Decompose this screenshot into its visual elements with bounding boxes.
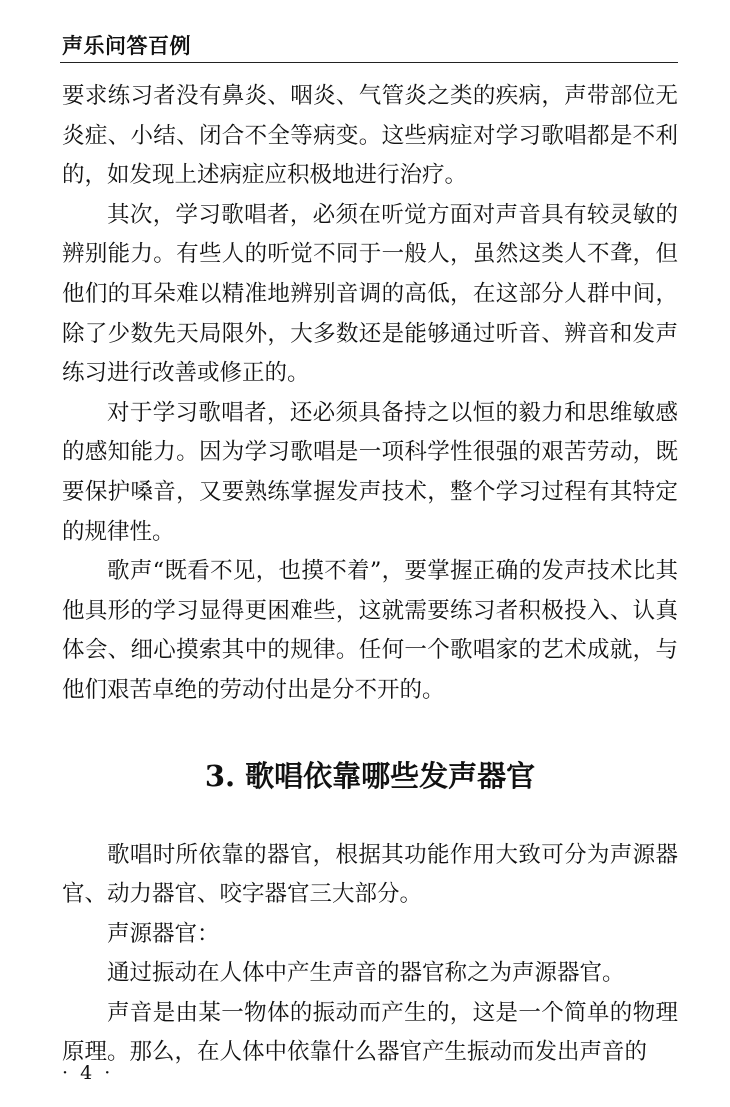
page-body <box>62 77 678 1073</box>
paragraph-continued: 要求练习者没有鼻炎、咽炎、气管炎之类的疾病，声带部位无炎症、小结、闭合不全等病变。这些病症对学习歌唱都是不利的，如发现上述病症应积极地进行治疗。 <box>62 83 678 189</box>
paragraph: 声音是由某一物体的振动而产生的，这是一个简单的物理原理。那么，在人体中依靠什么器官产生振动而发出声音的 <box>62 999 678 1066</box>
subheading-paragraph: 声源器官： <box>107 920 220 947</box>
paragraph: 歌声“既看不见，也摸不着”，要掌握正确的发声技术比其他具形的学习显得更困难些，这就需要练习者积极投入、认真体会、细心摸索其中的规律。任何一个歌唱家的艺术成就，与他们艰苦卓绝的劳动付出是分不开的。 <box>62 558 678 703</box>
paragraph: 歌唱时所依靠的器官，根据其功能作用大致可分为声源器官、动力器官、咬字器官三大部分。 <box>62 841 678 908</box>
paragraph: 对于学习歌唱者，还必须具备持之以恒的毅力和思维敏感的感知能力。因为学习歌唱是一项科学性很强的艰苦劳动，既要保护嗓音，又要熟练掌握发声技术，整个学习过程有其特定的规律性。 <box>62 399 678 545</box>
paragraph: 其次，学习歌唱者，必须在听觉方面对声音具有较灵敏的辨别能力。有些人的听觉不同于一般人，虽然这类人不聋，但他们的耳朵难以精准地辨别音调的高低，在这部分人群中间，除了少数先天局限外，大多数还是能够通过听音、辨音和发声练习进行改善或修正的。 <box>62 201 678 387</box>
running-head-book-title: 声乐问答百例 <box>62 34 191 58</box>
page-number: · 4 · <box>62 1062 114 1084</box>
section-heading: 3. 歌唱依靠哪些发声器官 <box>204 758 536 793</box>
header-divider <box>60 62 678 63</box>
paragraph: 通过振动在人体中产生声音的器官称之为声源器官。 <box>107 960 625 987</box>
